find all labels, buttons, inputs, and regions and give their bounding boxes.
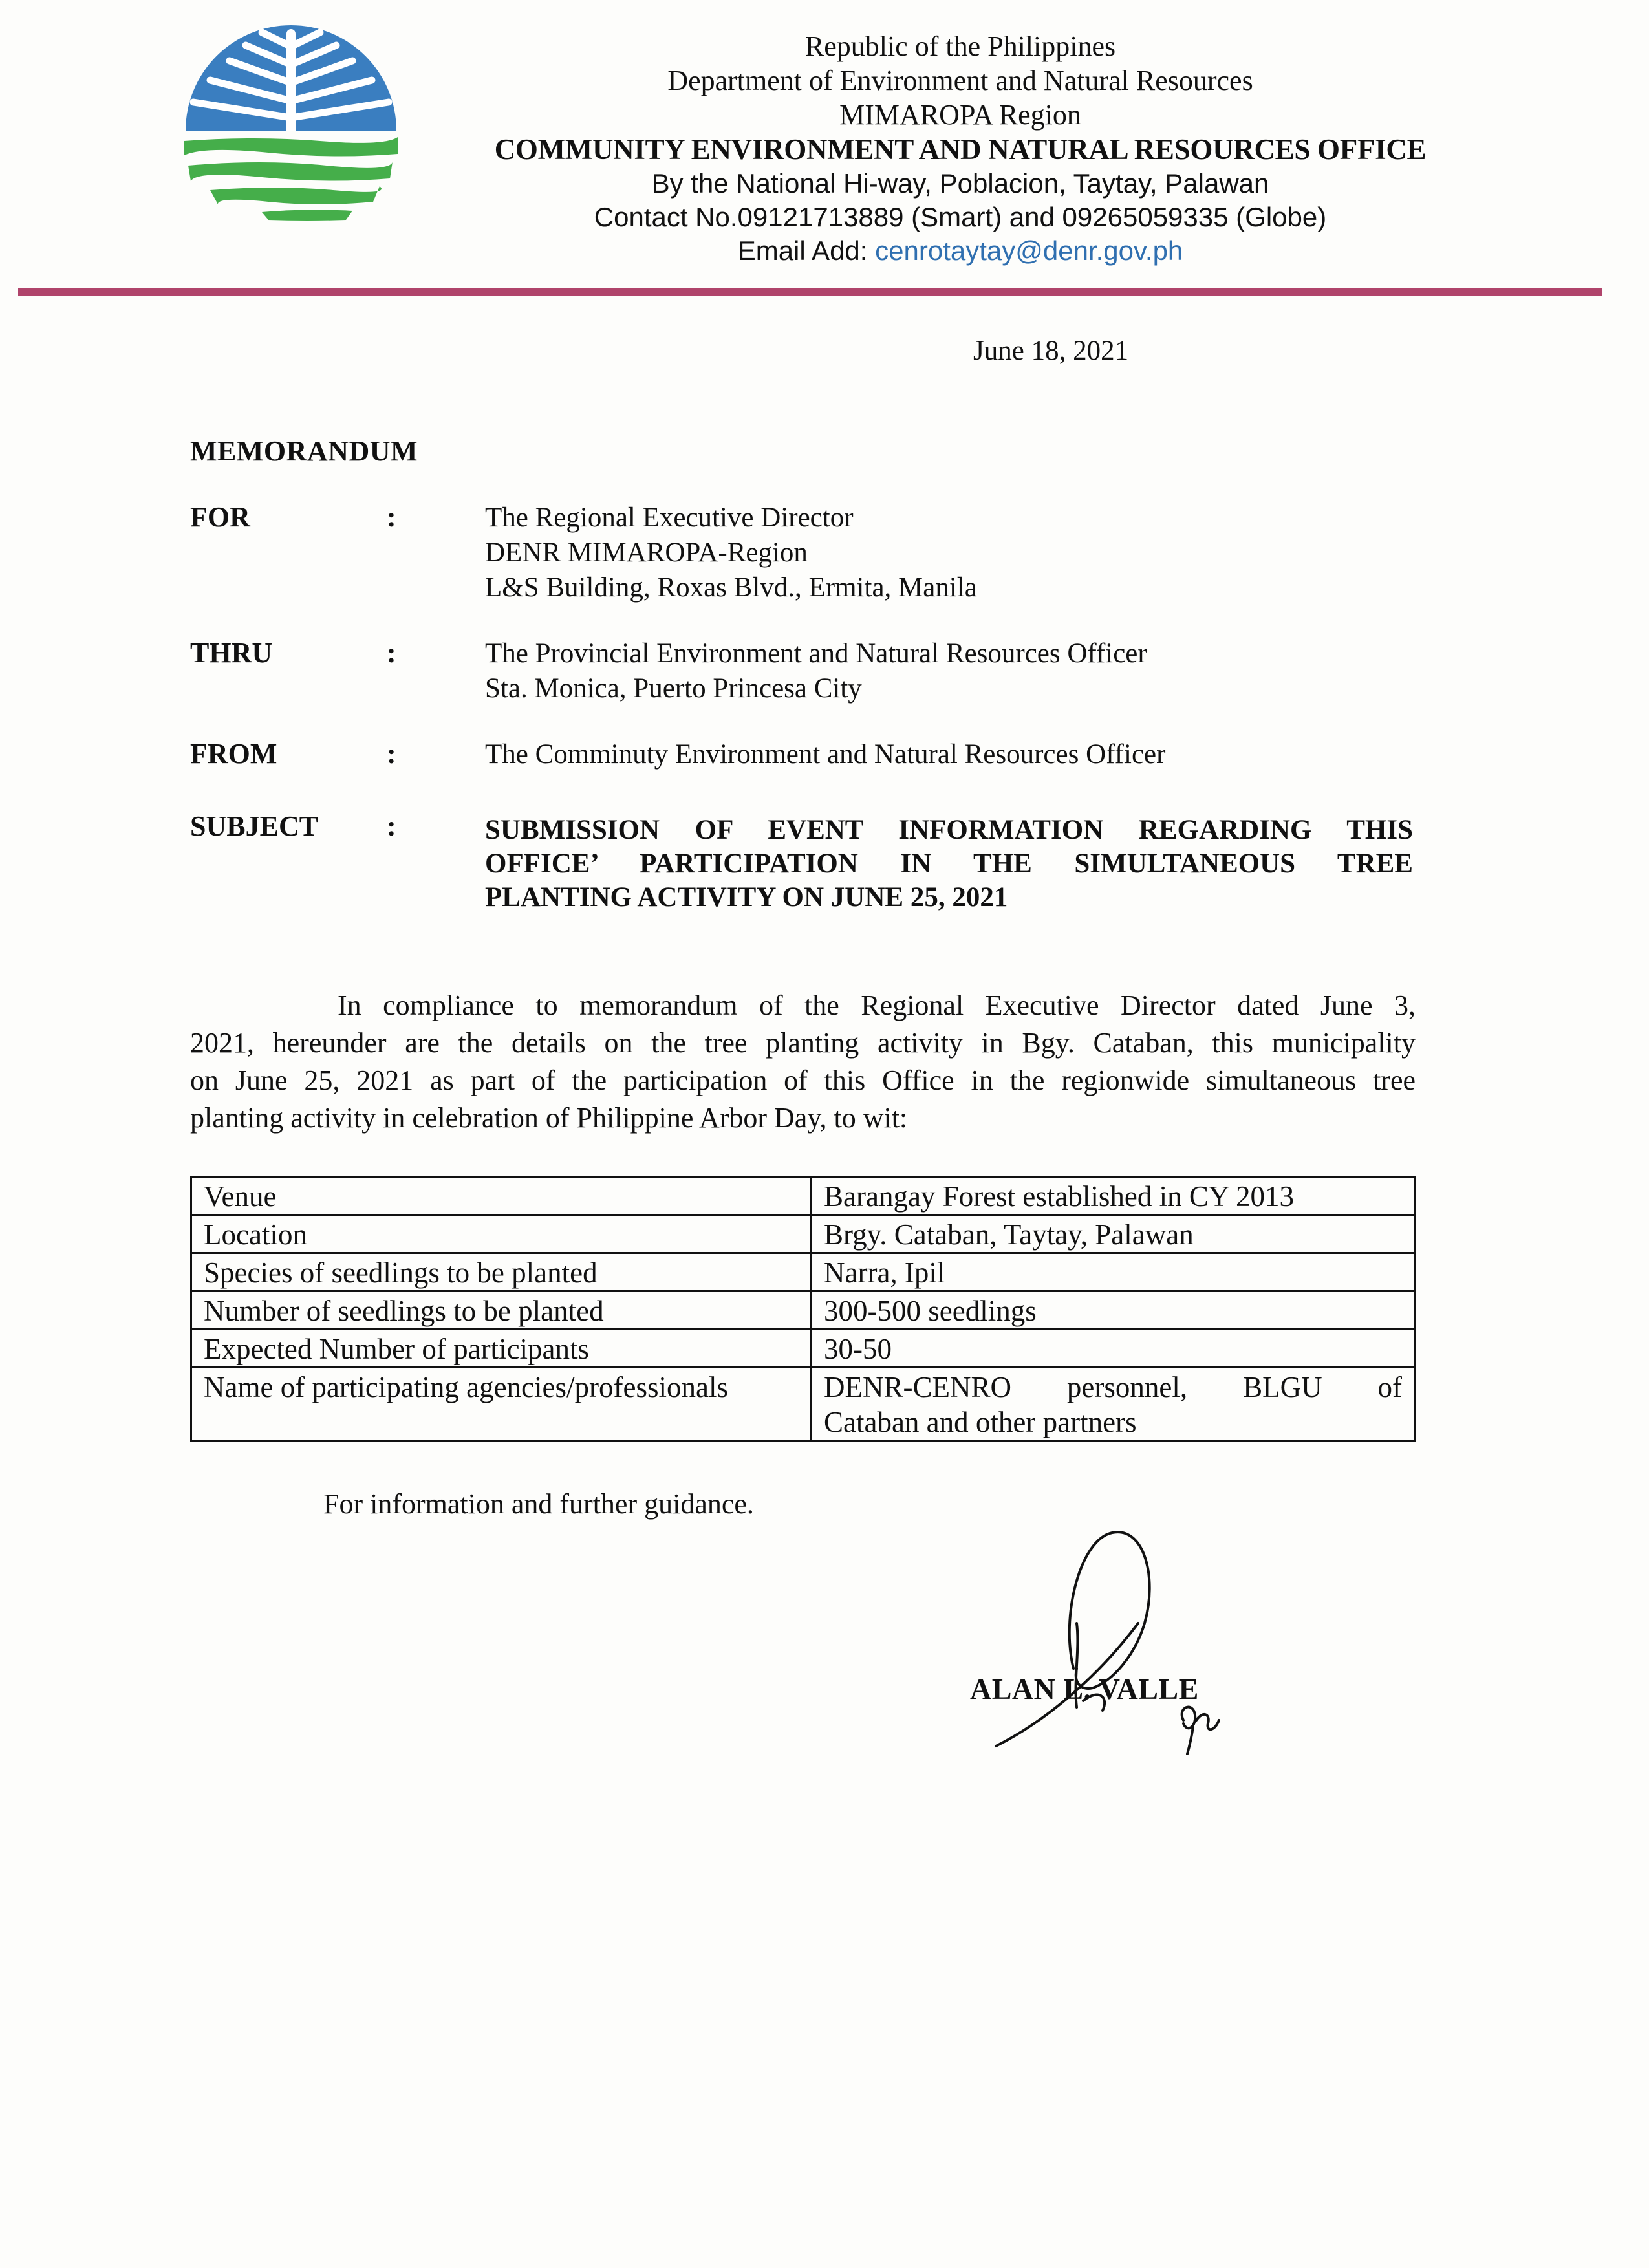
for-line: The Regional Executive Director <box>485 502 854 533</box>
table-row <box>191 1253 1415 1291</box>
thru-line: Sta. Monica, Puerto Princesa City <box>485 673 862 704</box>
paragraph-line: on June 25, 2021 as part of the participation of this Office in the regionwide simultaneous tree <box>190 1064 1416 1096</box>
thru-value <box>485 636 1147 706</box>
paragraph-line: 2021, hereunder are the details on the tree planting activity in Bgy. Cataban, this municipality <box>190 1027 1416 1059</box>
table-key-cell: Species of seedlings to be planted <box>191 1253 812 1291</box>
paragraph-line: planting activity in celebration of Philippine Arbor Day, to wit: <box>190 1102 908 1134</box>
denr-logo <box>184 21 398 221</box>
table-value-cell: Barangay Forest established in CY 2013 <box>812 1177 1415 1215</box>
for-colon: : <box>387 501 396 533</box>
table-key-cell: Name of participating agencies/professionals <box>191 1368 812 1441</box>
for-value <box>485 501 977 605</box>
header-email-line <box>414 234 1507 268</box>
table-key-cell: Number of seedlings to be planted <box>191 1291 812 1330</box>
for-label: FOR <box>190 501 250 533</box>
thru-colon: : <box>387 637 396 669</box>
thru-line: The Provincial Environment and Natural Resources Officer <box>485 638 1147 669</box>
handwritten-signature <box>970 1526 1293 1759</box>
subject-colon: : <box>387 810 396 842</box>
table-value-cell <box>812 1368 1415 1441</box>
table-row <box>191 1215 1415 1253</box>
signer-name: ALAN L. VALLE <box>970 1672 1199 1705</box>
for-line: L&S Building, Roxas Blvd., Ermita, Manila <box>485 572 977 603</box>
thru-label: THRU <box>190 637 273 669</box>
header-address: By the National Hi-way, Poblacion, Taytay, Palawan <box>651 168 1269 199</box>
letterhead <box>414 29 1507 268</box>
subject-line: OFFICE’ PARTICIPATION IN THE SIMULTANEOUS TREE <box>485 848 1413 879</box>
table-row <box>191 1177 1415 1215</box>
header-contact: Contact No.09121713889 (Smart) and 09265059335 (Globe) <box>594 202 1327 232</box>
subject-label: SUBJECT <box>190 810 319 842</box>
from-value: The Comminuty Environment and Natural Resources Officer <box>485 739 1166 770</box>
table-value-cell: Brgy. Cataban, Taytay, Palawan <box>812 1215 1415 1253</box>
header-department: Department of Environment and Natural Resources <box>667 65 1253 96</box>
table-key-cell: Location <box>191 1215 812 1253</box>
table-value-line: Cataban and other partners <box>824 1406 1137 1438</box>
header-region: MIMAROPA Region <box>839 99 1081 131</box>
table-row <box>191 1291 1415 1330</box>
event-details-table <box>190 1176 1416 1442</box>
table-value-cell: 300-500 seedlings <box>812 1291 1415 1330</box>
from-colon: : <box>387 738 396 770</box>
table-value-cell: Narra, Ipil <box>812 1253 1415 1291</box>
closing-text: For information and further guidance. <box>323 1488 754 1520</box>
subject-line: PLANTING ACTIVITY ON JUNE 25, 2021 <box>485 882 1008 913</box>
table-key-cell: Expected Number of participants <box>191 1330 812 1368</box>
memo-title: MEMORANDUM <box>190 435 418 467</box>
table-key-cell: Venue <box>191 1177 812 1215</box>
table-value-cell: 30-50 <box>812 1330 1415 1368</box>
subject-text <box>485 814 1413 914</box>
body-paragraph <box>190 987 1416 1137</box>
header-republic: Republic of the Philippines <box>804 30 1116 62</box>
header-email-link[interactable]: cenrotaytay@denr.gov.ph <box>875 235 1183 266</box>
from-label: FROM <box>190 738 277 770</box>
header-email-label: Email Add: <box>737 235 876 266</box>
table-row <box>191 1330 1415 1368</box>
memo-date: June 18, 2021 <box>973 336 1129 366</box>
subject-line: SUBMISSION OF EVENT INFORMATION REGARDING THIS <box>485 815 1413 845</box>
table-value-line: DENR-CENRO personnel, BLGU of <box>824 1371 1402 1403</box>
header-rule <box>18 288 1602 296</box>
table-row <box>191 1368 1415 1441</box>
for-line: DENR MIMAROPA-Region <box>485 537 808 568</box>
header-office: COMMUNITY ENVIRONMENT AND NATURAL RESOURCES OFFICE <box>494 133 1427 166</box>
paragraph-line: In compliance to memorandum of the Regional Executive Director dated June 3, <box>338 989 1416 1021</box>
